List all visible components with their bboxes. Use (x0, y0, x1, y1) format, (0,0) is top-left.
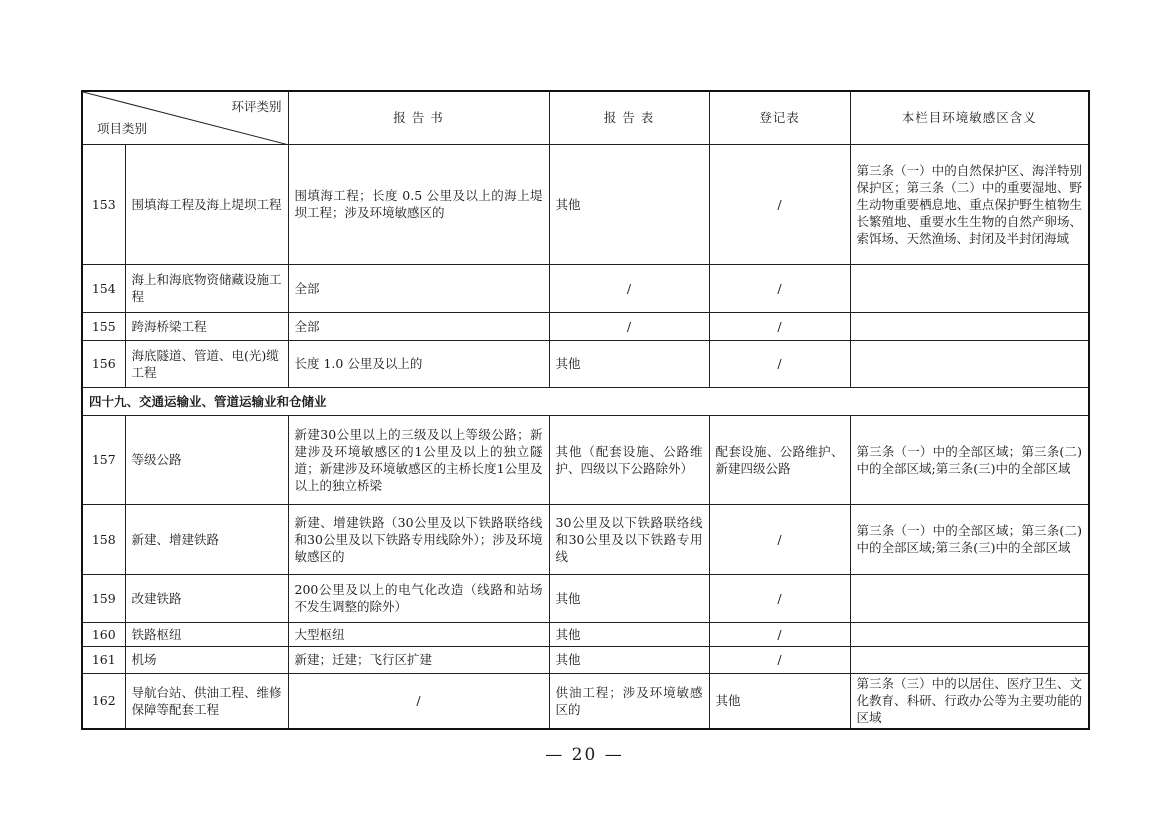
project-category: 机场 (125, 646, 288, 673)
project-category: 跨海桥梁工程 (125, 312, 288, 340)
sensitive-area-cell (850, 340, 1089, 387)
report-book-cell: / (288, 673, 549, 729)
table-row (82, 312, 1089, 340)
project-category: 等级公路 (125, 415, 288, 504)
project-category: 海上和海底物资储藏设施工程 (125, 264, 288, 312)
sensitive-area-cell (850, 264, 1089, 312)
table-row (82, 646, 1089, 673)
register-cell: / (709, 144, 850, 264)
report-book-cell: 围填海工程；长度 0.5 公里及以上的海上堤坝工程；涉及环境敏感区的 (288, 144, 549, 264)
project-category: 围填海工程及海上堤坝工程 (125, 144, 288, 264)
report-form-cell: 其他 (549, 144, 709, 264)
row-number: 158 (82, 504, 125, 574)
header-report-form: 报 告 表 (549, 91, 709, 144)
report-form-cell: 其他 (549, 622, 709, 646)
section-row (82, 387, 1089, 415)
register-cell: 其他 (709, 673, 850, 729)
report-form-cell: 其他 (549, 340, 709, 387)
sensitive-area-cell (850, 622, 1089, 646)
sensitive-area-cell: 第三条（三）中的以居住、医疗卫生、文化教育、科研、行政办公等为主要功能的区域 (850, 673, 1089, 729)
row-number: 156 (82, 340, 125, 387)
report-book-cell: 全部 (288, 264, 549, 312)
report-form-cell: 其他 (549, 574, 709, 622)
report-form-cell: 其他（配套设施、公路维护、四级以下公路除外） (549, 415, 709, 504)
table-row (82, 144, 1089, 264)
table-row (82, 415, 1089, 504)
row-number: 161 (82, 646, 125, 673)
table-row (82, 340, 1089, 387)
register-cell: / (709, 264, 850, 312)
table-row (82, 504, 1089, 574)
register-cell: / (709, 340, 850, 387)
project-category: 新建、增建铁路 (125, 504, 288, 574)
register-cell: 配套设施、公路维护、新建四级公路 (709, 415, 850, 504)
row-number: 153 (82, 144, 125, 264)
report-book-cell: 大型枢纽 (288, 622, 549, 646)
sensitive-area-cell (850, 646, 1089, 673)
report-form-cell: 供油工程；涉及环境敏感区的 (549, 673, 709, 729)
table-row (82, 574, 1089, 622)
row-number: 159 (82, 574, 125, 622)
sensitive-area-cell: 第三条（一）中的全部区域；第三条(二)中的全部区域;第三条(三)中的全部区域 (850, 415, 1089, 504)
report-form-cell: 30公里及以下铁路联络线和30公里及以下铁路专用线 (549, 504, 709, 574)
sensitive-area-cell: 第三条（一）中的自然保护区、海洋特别保护区；第三条（二）中的重要湿地、野生动物重要栖息地、重点保护野生植物生长繁殖地、重要水生生物的自然产卵场、索饵场、天然渔场、封闭及半封闭海域 (850, 144, 1089, 264)
page-number: — 20 — (545, 745, 624, 765)
sensitive-area-cell: 第三条（一）中的全部区域；第三条(二)中的全部区域;第三条(三)中的全部区域 (850, 504, 1089, 574)
row-number: 155 (82, 312, 125, 340)
diagonal-header-cell (82, 91, 288, 144)
sensitive-area-cell (850, 312, 1089, 340)
project-category: 导航台站、供油工程、维修保障等配套工程 (125, 673, 288, 729)
table-row (82, 673, 1089, 729)
sensitive-area-cell (850, 574, 1089, 622)
classification-table (81, 90, 1090, 730)
header-assessment-category: 环评类别 (231, 99, 282, 114)
report-book-cell: 新建、增建铁路（30公里及以下铁路联络线和30公里及以下铁路专用线除外）；涉及环境敏感区的 (288, 504, 549, 574)
project-category: 海底隧道、管道、电(光)缆工程 (125, 340, 288, 387)
table-row (82, 622, 1089, 646)
header-row (82, 91, 1089, 144)
section-title: 四十九、交通运输业、管道运输业和仓储业 (82, 387, 1089, 415)
register-cell: / (709, 622, 850, 646)
report-book-cell: 长度 1.0 公里及以上的 (288, 340, 549, 387)
report-form-cell: / (549, 312, 709, 340)
header-report-book: 报 告 书 (288, 91, 549, 144)
project-category: 铁路枢纽 (125, 622, 288, 646)
register-cell: / (709, 574, 850, 622)
report-form-cell: / (549, 264, 709, 312)
row-number: 154 (82, 264, 125, 312)
register-cell: / (709, 312, 850, 340)
row-number: 157 (82, 415, 125, 504)
table-row (82, 264, 1089, 312)
row-number: 162 (82, 673, 125, 729)
report-book-cell: 新建；迁建；飞行区扩建 (288, 646, 549, 673)
row-number: 160 (82, 622, 125, 646)
header-register: 登记表 (709, 91, 850, 144)
register-cell: / (709, 504, 850, 574)
report-book-cell: 全部 (288, 312, 549, 340)
report-book-cell: 200公里及以上的电气化改造（线路和站场不发生调整的除外） (288, 574, 549, 622)
report-form-cell: 其他 (549, 646, 709, 673)
project-category: 改建铁路 (125, 574, 288, 622)
report-book-cell: 新建30公里以上的三级及以上等级公路；新建涉及环境敏感区的1公里及以上的独立隧道；新建涉及环境敏感区的主桥长度1公里及以上的独立桥梁 (288, 415, 549, 504)
register-cell: / (709, 646, 850, 673)
header-project-category: 项目类别 (97, 120, 148, 136)
header-sensitive-area: 本栏目环境敏感区含义 (850, 91, 1089, 144)
